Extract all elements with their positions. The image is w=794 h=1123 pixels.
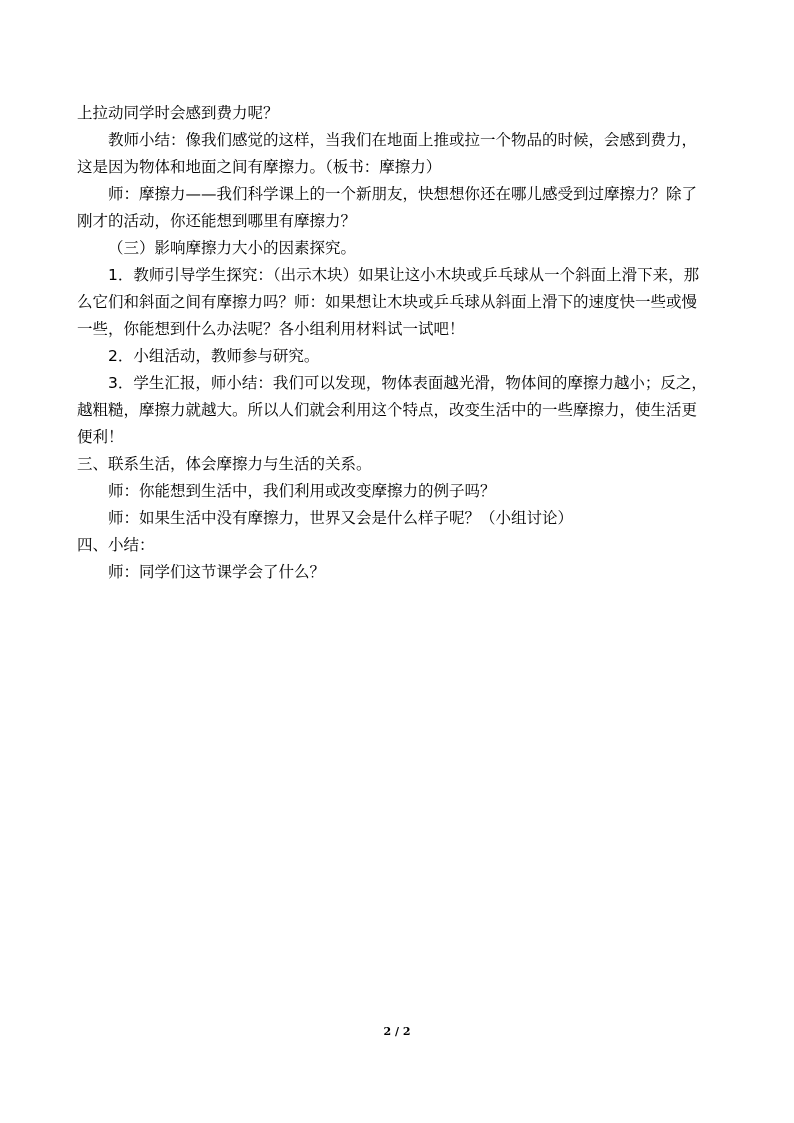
paragraph-no-friction <box>77 505 722 532</box>
paragraph-step-1 <box>77 262 722 343</box>
document-body <box>77 100 722 586</box>
paragraph-friction-question <box>77 181 722 235</box>
text-line: 1．教师引导学生探究：（出示木块）如果让这小木块或乒乓球从一个斜面上滑下来，那 <box>108 266 700 284</box>
text-line: 一些，你能想到什么办法呢？各小组利用材料试一试吧！ <box>77 320 465 338</box>
section-heading-three <box>77 451 722 478</box>
text-line: 师：摩擦力——我们科学课上的一个新朋友，快想想你还在哪儿感受到过摩擦力？除了 <box>108 185 698 203</box>
text-line: 刚才的活动，你还能想到哪里有摩擦力？ <box>77 212 357 230</box>
text-line: 便利！ <box>77 428 124 446</box>
text-line: 么它们和斜面之间有摩擦力吗？师：如果想让木块或乒乓球从斜面上滑下的速度快一些或慢 <box>77 293 698 311</box>
text-line: 这是因为物体和地面之间有摩擦力。（板书：摩擦力） <box>77 158 442 176</box>
paragraph-teacher-summary <box>77 127 722 181</box>
paragraph-continuation <box>77 100 722 127</box>
text-line: 师：你能想到生活中，我们利用或改变摩擦力的例子吗？ <box>108 482 496 500</box>
text-line: 师：如果生活中没有摩擦力，世界又会是什么样子呢？（小组讨论） <box>108 509 574 527</box>
text-line: 三、联系生活，体会摩擦力与生活的关系。 <box>77 455 372 473</box>
text-line: 四、小结： <box>77 536 155 554</box>
paragraph-step-2 <box>77 343 722 370</box>
text-line: 教师小结：像我们感觉的这样，当我们在地面上推或拉一个物品的时候，会感到费力， <box>108 131 698 149</box>
text-line: （三）影响摩擦力大小的因素探究。 <box>108 239 357 257</box>
text-line: 上拉动同学时会感到费力呢？ <box>77 104 279 122</box>
text-line: 师：同学们这节课学会了什么？ <box>108 563 326 581</box>
page-number: 2 / 2 <box>383 1025 411 1038</box>
section-heading-four <box>77 532 722 559</box>
paragraph-life-example <box>77 478 722 505</box>
text-line: 2．小组活动，教师参与研究。 <box>108 347 320 365</box>
section-heading-3 <box>77 235 722 262</box>
text-line: 3．学生汇报，师小结：我们可以发现，物体表面越光滑，物体间的摩擦力越小；反之， <box>108 374 707 392</box>
paragraph-final-question <box>77 559 722 586</box>
text-line: 越粗糙，摩擦力就越大。所以人们就会利用这个特点，改变生活中的一些摩擦力，使生活更 <box>77 401 698 419</box>
paragraph-step-3 <box>77 370 722 451</box>
